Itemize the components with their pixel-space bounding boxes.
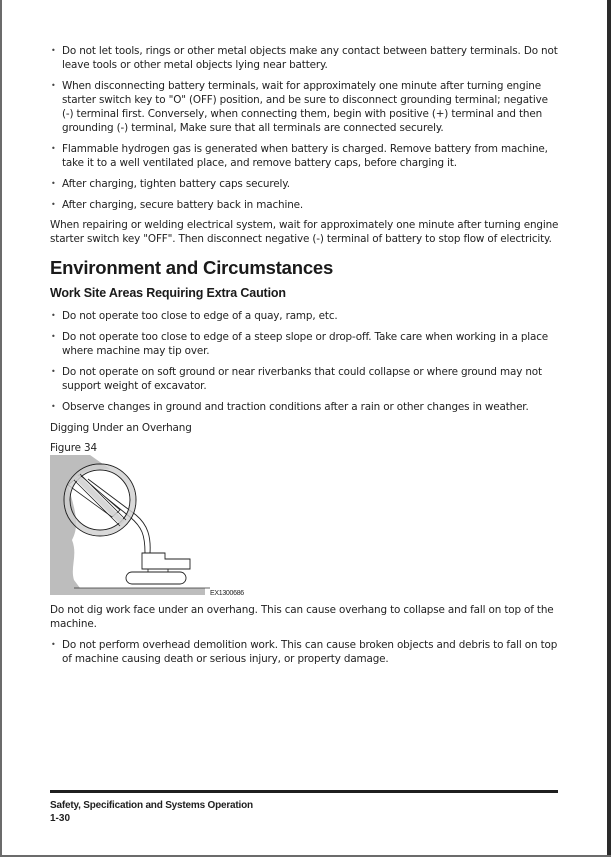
worksite-bullet-list — [50, 309, 560, 414]
excavator-tracks — [126, 572, 186, 584]
list-item: • Do not operate too close to edge of a steep slope or drop-off. Take care when working in a place where machine may tip over. — [50, 330, 560, 358]
page-footer — [50, 790, 558, 825]
page-number: 1-30 — [50, 813, 71, 824]
list-item: • Flammable hydrogen gas is generated when battery is charged. Remove battery from machine, take it to a well ventilated place, and remove battery caps, before charging it. — [50, 142, 560, 170]
list-item: • Do not let tools, rings or other metal objects make any contact between battery terminals. Do not leave tools or other metal objects lying near battery. — [50, 44, 560, 72]
list-item: • When disconnecting battery terminals, wait for approximately one minute after turning engine starter switch key to "O" (OFF) position, and be sure to disconnect grounding terminal; negative (-) terminal first. Conversely, when connecting them, begin with positive (+) terminal and then grounding (-) terminal, Make sure that all terminals are connected securely. — [50, 79, 560, 135]
excavator-overhang-illustration — [50, 455, 260, 595]
page-frame-right — [607, 0, 611, 857]
figure-code: EX1300686 — [210, 590, 244, 597]
footer-rule — [50, 790, 558, 793]
overhang-heading: Digging Under an Overhang — [50, 422, 192, 434]
section-title: Environment and Circumstances — [50, 257, 334, 278]
figure-overhang — [50, 455, 260, 595]
excavator-body — [142, 553, 190, 569]
figure-label: Figure 34 — [50, 442, 97, 454]
overhang-bullet-list — [50, 638, 560, 666]
list-item: • Observe changes in ground and traction conditions after a rain or other changes in weather. — [50, 400, 560, 414]
list-item: • Do not perform overhead demolition work. This can cause broken objects and debris to fall on top of machine causing death or serious injury, or property damage. — [50, 638, 560, 666]
overhang-note: Do not dig work face under an overhang. This can cause overhang to collapse and fall on top of the machine. — [50, 604, 554, 630]
footer-title: Safety, Specification and Systems Operation — [50, 800, 253, 811]
list-item: • Do not operate too close to edge of a quay, ramp, etc. — [50, 309, 560, 323]
welding-note: When repairing or welding electrical system, wait for approximately one minute after turning engine starter switch key "OFF". Then disconnect negative (-) terminal of battery to stop flow of electricity. — [50, 219, 559, 245]
page-frame-left — [0, 0, 2, 857]
battery-bullet-list — [50, 44, 560, 212]
subsection-title: Work Site Areas Requiring Extra Caution — [50, 286, 286, 300]
list-item: • Do not operate on soft ground or near riverbanks that could collapse or where ground may not support weight of excavator. — [50, 365, 560, 393]
list-item: • After charging, secure battery back in machine. — [50, 198, 560, 212]
page-content — [50, 44, 560, 673]
list-item: • After charging, tighten battery caps securely. — [50, 177, 560, 191]
